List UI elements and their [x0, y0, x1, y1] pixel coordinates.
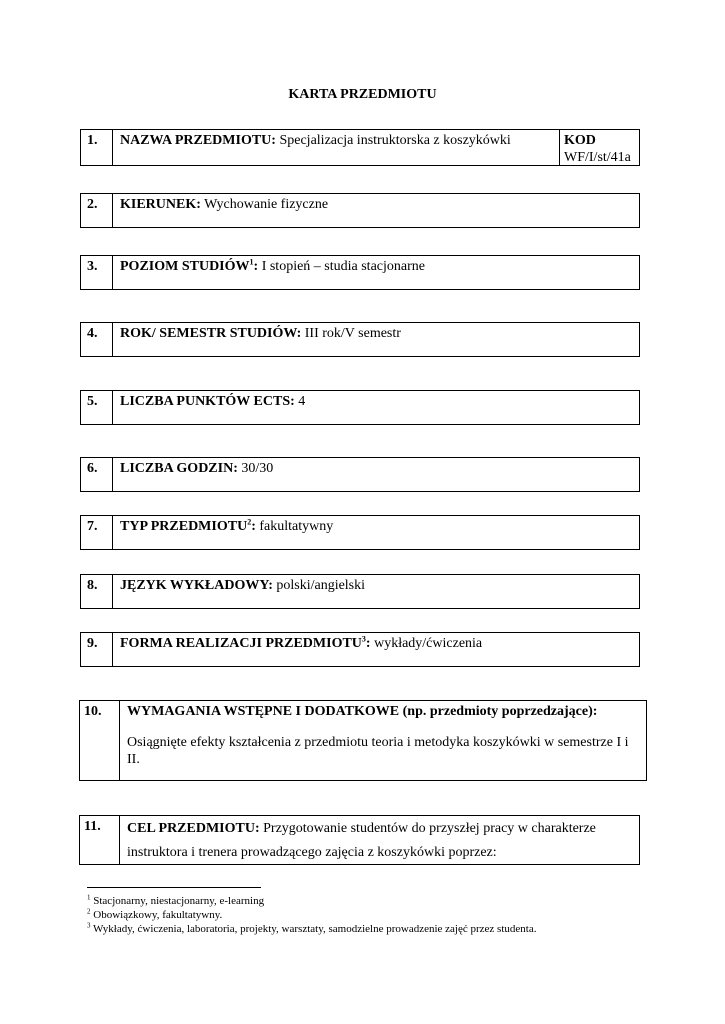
footnote-number: 3 [87, 921, 91, 930]
section-content [120, 460, 635, 477]
section-label: LICZBA PUNKTÓW ECTS: [120, 394, 295, 409]
footnote-ref: 3 [361, 634, 366, 644]
section-colon: : [253, 259, 259, 274]
section-value: polski/angielski [272, 578, 366, 593]
section-content [120, 196, 635, 213]
section-course-type [80, 515, 640, 550]
section-field-of-study [80, 193, 640, 228]
section-content [120, 577, 635, 594]
section-value: 4 [294, 394, 306, 409]
section-content [120, 393, 635, 410]
section-colon: : [365, 636, 371, 651]
section-content [120, 635, 635, 652]
section-content [127, 817, 627, 865]
section-number: 1. [81, 130, 113, 165]
section-number: 9. [81, 633, 113, 666]
section-content [120, 258, 635, 275]
section-hours [80, 457, 640, 492]
footnote [87, 895, 264, 908]
footnote-separator [87, 887, 261, 888]
section-value: 30/30 [237, 461, 274, 476]
section-number: 6. [81, 458, 113, 491]
section-value: Osiągnięte efekty kształcenia z przedmiotu teoria i metodyka koszykówki w semestrze I i II. [127, 735, 629, 767]
footnote-ref: 2 [247, 517, 252, 527]
section-study-level [80, 255, 640, 290]
section-value: Przygotowanie studentów do przyszłej pracy w charakterze instruktora i trenera prowadzącego zajęcia z koszykówki poprzez: [127, 821, 596, 860]
course-code-label: KOD [564, 133, 596, 148]
section-label: FORMA REALIZACJI PRZEDMIOTU [120, 636, 362, 651]
course-code-cell [559, 130, 639, 165]
section-value: wykłady/ćwiczenia [370, 636, 483, 651]
footnote-text: Obowiązkowy, fakultatywny. [90, 909, 223, 921]
section-language [80, 574, 640, 609]
section-content [120, 518, 635, 535]
section-number: 7. [81, 516, 113, 549]
section-colon: : [251, 519, 256, 534]
footnote [87, 909, 222, 922]
section-number: 11. [80, 816, 120, 864]
section-label: NAZWA PRZEDMIOTU: [120, 133, 276, 148]
section-value: I stopień – studia stacjonarne [258, 259, 425, 274]
section-label: POZIOM STUDIÓW [120, 259, 250, 274]
section-value: Wychowanie fizyczne [200, 197, 329, 212]
section-value: fakultatywny [255, 519, 334, 534]
section-course-name [80, 129, 640, 166]
section-year-semester [80, 322, 640, 357]
section-content [120, 132, 555, 149]
section-label: ROK/ SEMESTR STUDIÓW: [120, 326, 302, 341]
section-label: CEL PRZEDMIOTU: [127, 821, 260, 836]
footnote [87, 923, 536, 936]
section-number: 5. [81, 391, 113, 424]
section-value: Specjalizacja instruktorska z koszykówki [275, 133, 511, 148]
section-content [127, 703, 634, 768]
footnote-text: Wykłady, ćwiczenia, laboratoria, projekty, warsztaty, samodzielne prowadzenie zajęć przez studenta. [90, 923, 537, 935]
footnote-text: Stacjonarny, niestacjonarny, e-learning [90, 895, 265, 907]
section-label: LICZBA GODZIN: [120, 461, 238, 476]
footnote-number: 2 [87, 907, 91, 916]
section-prerequisites [79, 700, 647, 781]
section-number: 2. [81, 194, 113, 227]
section-content [120, 325, 635, 342]
footnote-number: 1 [87, 893, 91, 902]
section-course-goal [79, 815, 640, 865]
section-number: 8. [81, 575, 113, 608]
section-label: TYP PRZEDMIOTU [120, 519, 248, 534]
section-number: 10. [80, 701, 120, 780]
section-value: III rok/V semestr [301, 326, 401, 341]
section-number: 4. [81, 323, 113, 356]
section-label: JĘZYK WYKŁADOWY: [120, 578, 273, 593]
footnote-ref: 1 [249, 257, 254, 267]
section-label: KIERUNEK: [120, 197, 201, 212]
section-delivery-form [80, 632, 640, 667]
section-ects-points [80, 390, 640, 425]
course-code-value: WF/I/st/41a [564, 150, 631, 165]
page-title: KARTA PRZEDMIOTU [288, 87, 437, 102]
section-label: WYMAGANIA WSTĘPNE I DODATKOWE (np. przedmioty poprzedzające): [127, 704, 598, 719]
section-number: 3. [81, 256, 113, 289]
